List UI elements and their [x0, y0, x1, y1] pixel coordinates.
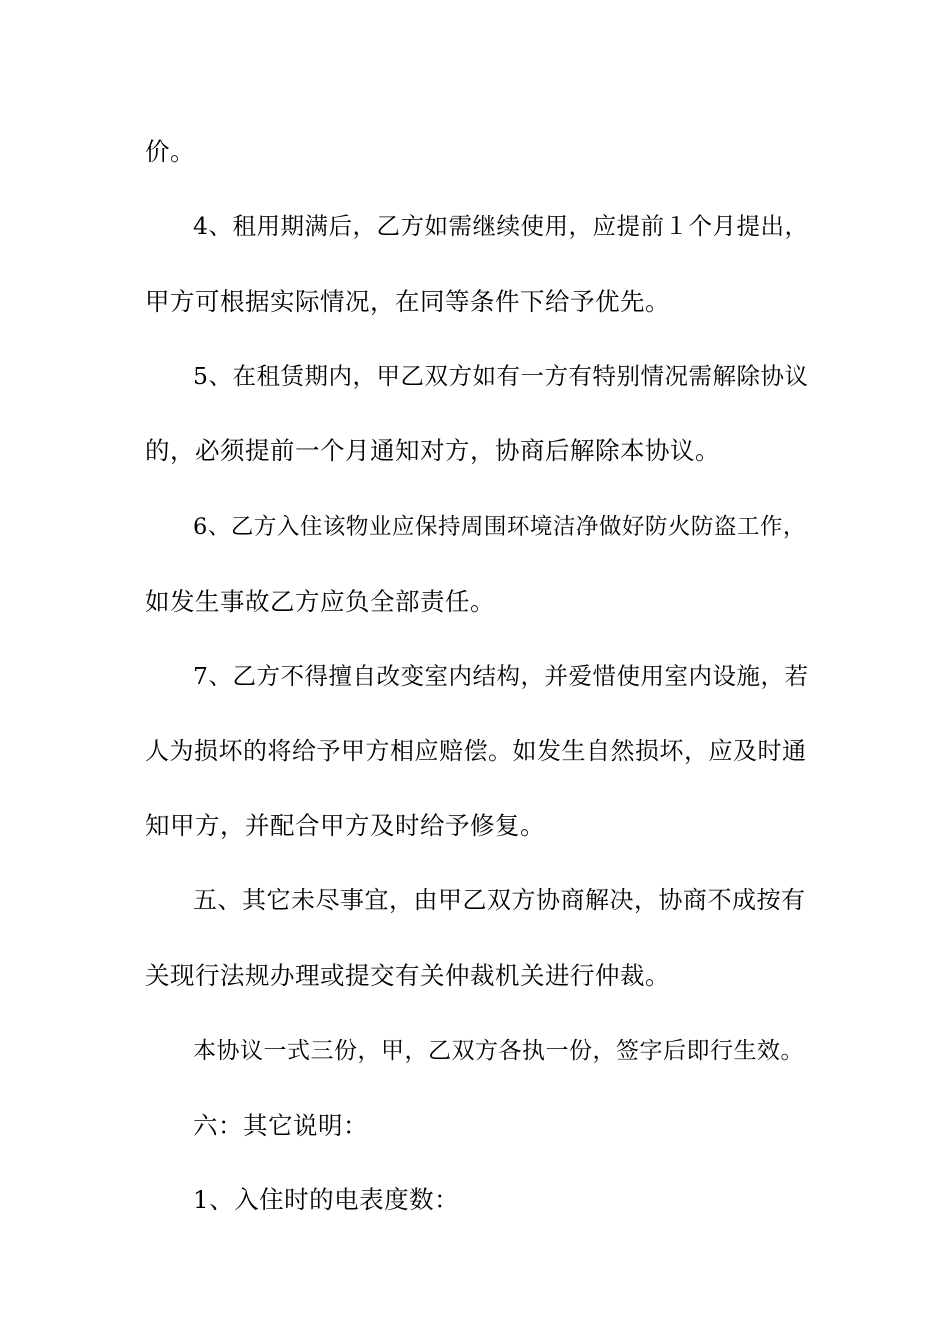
- text-line-13: 本协议一式三份，甲，乙双方各执一份，签字后即行生效。: [193, 1038, 804, 1064]
- text-line-15: 1、入住时的电表度数：: [193, 1185, 460, 1214]
- text-line-14: 六：其它说明：: [193, 1111, 368, 1140]
- text-line-3: 甲方可根据实际情况，在同等条件下给予优先。: [145, 287, 670, 316]
- text-line-2: 4、租用期满后，乙方如需继续使用，应提前１个月提出，: [193, 212, 809, 240]
- text-line-8: 7、乙方不得擅自改变室内结构，并爱惜使用室内设施，若: [193, 662, 809, 690]
- text-line-12: 关现行法规办理或提交有关仲裁机关进行仲裁。: [145, 961, 670, 990]
- text-line-10: 知甲方，并配合甲方及时给予修复。: [145, 811, 545, 840]
- text-line-9: 人为损坏的将给予甲方相应赔偿。如发生自然损坏，应及时通: [145, 737, 807, 765]
- text-line-4: 5、在租赁期内，甲乙双方如有一方有特别情况需解除协议: [193, 362, 809, 390]
- text-line-1: 价。: [145, 137, 195, 166]
- text-line-6: 6、乙方入住该物业应保持周围环境洁净做好防火防盗工作，: [193, 514, 806, 540]
- text-line-11: 五、其它未尽事宜，由甲乙双方协商解决，协商不成按有: [193, 886, 806, 914]
- text-line-7: 如发生事故乙方应负全部责任。: [145, 587, 495, 616]
- text-line-5: 的，必须提前一个月通知对方，协商后解除本协议。: [145, 436, 720, 465]
